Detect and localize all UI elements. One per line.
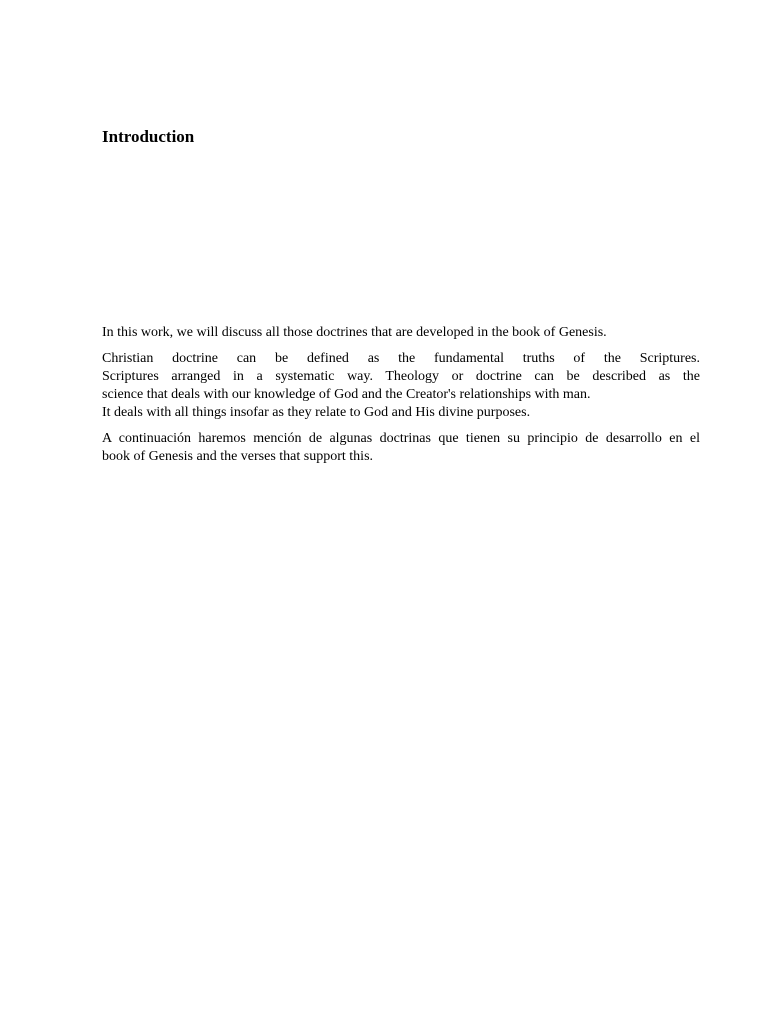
- body-text: [102, 324, 700, 474]
- paragraph-1: [102, 324, 700, 342]
- text-line: In this work, we will discuss all those doctrines that are developed in the book of Genesis.: [102, 325, 607, 340]
- paragraph-3: [102, 430, 700, 466]
- text-line: It deals with all things insofar as they relate to God and His divine purposes.: [102, 405, 531, 420]
- paragraph-2: [102, 350, 700, 422]
- page-title: Introduction: [102, 127, 195, 146]
- text-line: science that deals with our knowledge of God and the Creator's relationships with man.: [102, 387, 591, 402]
- text-line: A continuación haremos mención de algunas doctrinas que tienen su principio de desarrollo en el: [102, 431, 700, 446]
- text-line: book of Genesis and the verses that support this.: [102, 449, 374, 464]
- text-line: Christian doctrine can be defined as the fundamental truths of the Scriptures.: [102, 351, 700, 366]
- text-line: Scriptures arranged in a systematic way. Theology or doctrine can be described as the: [102, 369, 700, 384]
